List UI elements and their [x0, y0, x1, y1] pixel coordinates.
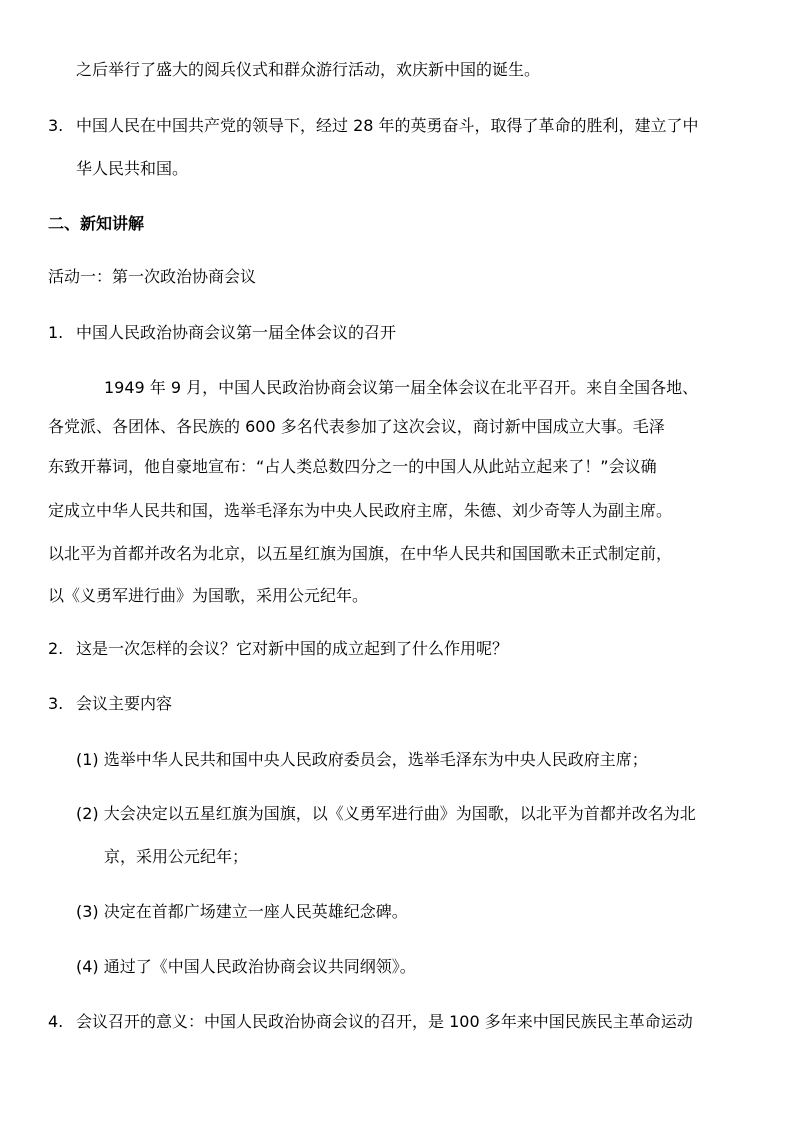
text-line-victory: 中国人民在中国共产党的领导下，经过 28 年的英勇奋斗，取得了革命的胜利，建立了中	[76, 116, 699, 135]
list-number-4: 4.	[48, 1012, 64, 1031]
paragraph-line-3: 东致开幕词，他自豪地宣布：“占人类总数四分之一的中国人从此站立起来了！”会议确	[48, 457, 657, 476]
paragraph-line-2: 各党派、各团体、各民族的 600 多名代表参加了这次会议，商讨新中国成立大事。毛泽	[48, 417, 665, 436]
paragraph-line-1: 1949 年 9 月，中国人民政治协商会议第一届全体会议在北平召开。来自全国各地、	[104, 378, 699, 397]
list-item-significance: 会议召开的意义：中国人民政治协商会议的召开，是 100 多年来中国民族民主革命运动	[76, 1012, 693, 1031]
paragraph-line-4: 定成立中华人民共和国，选举毛泽东为中央人民政府主席，朱德、刘少奇等人为副主席。	[48, 501, 673, 520]
sub-item-2: (2) 大会决定以五星红旗为国旗，以《义勇军进行曲》为国歌，以北平为首都并改名为北	[76, 804, 696, 823]
section-heading-new-knowledge: 二、新知讲解	[48, 214, 145, 233]
sub-item-2-cont: 京，采用公元纪年；	[104, 847, 249, 866]
sub-item-1: (1) 选举中华人民共和国中央人民政府委员会，选举毛泽东为中央人民政府主席；	[76, 750, 648, 769]
activity-heading: 活动一：第一次政治协商会议	[48, 267, 257, 286]
sub-item-4: (4) 通过了《中国人民政治协商会议共同纲领》。	[76, 957, 416, 976]
list-item-main-content: 会议主要内容	[76, 694, 173, 713]
list-number-2: 2.	[48, 639, 64, 658]
list-number-1: 1.	[48, 323, 64, 342]
list-number-3b: 3.	[48, 694, 64, 713]
sub-item-3: (3) 决定在首都广场建立一座人民英雄纪念碑。	[76, 902, 408, 921]
text-line-celebration: 之后举行了盛大的阅兵仪式和群众游行活动，欢庆新中国的诞生。	[76, 60, 541, 79]
paragraph-line-5: 以北平为首都并改名为北京，以五星红旗为国旗，在中华人民共和国国歌未正式制定前，	[48, 544, 673, 563]
list-number-3: 3.	[48, 116, 64, 135]
list-item-question: 这是一次怎样的会议？它对新中国的成立起到了什么作用呢？	[76, 639, 509, 658]
text-line-victory-cont: 华人民共和国。	[76, 159, 189, 178]
list-item-meeting-convened: 中国人民政治协商会议第一届全体会议的召开	[76, 323, 397, 342]
paragraph-line-6: 以《义勇军进行曲》为国歌，采用公元纪年。	[48, 586, 369, 605]
